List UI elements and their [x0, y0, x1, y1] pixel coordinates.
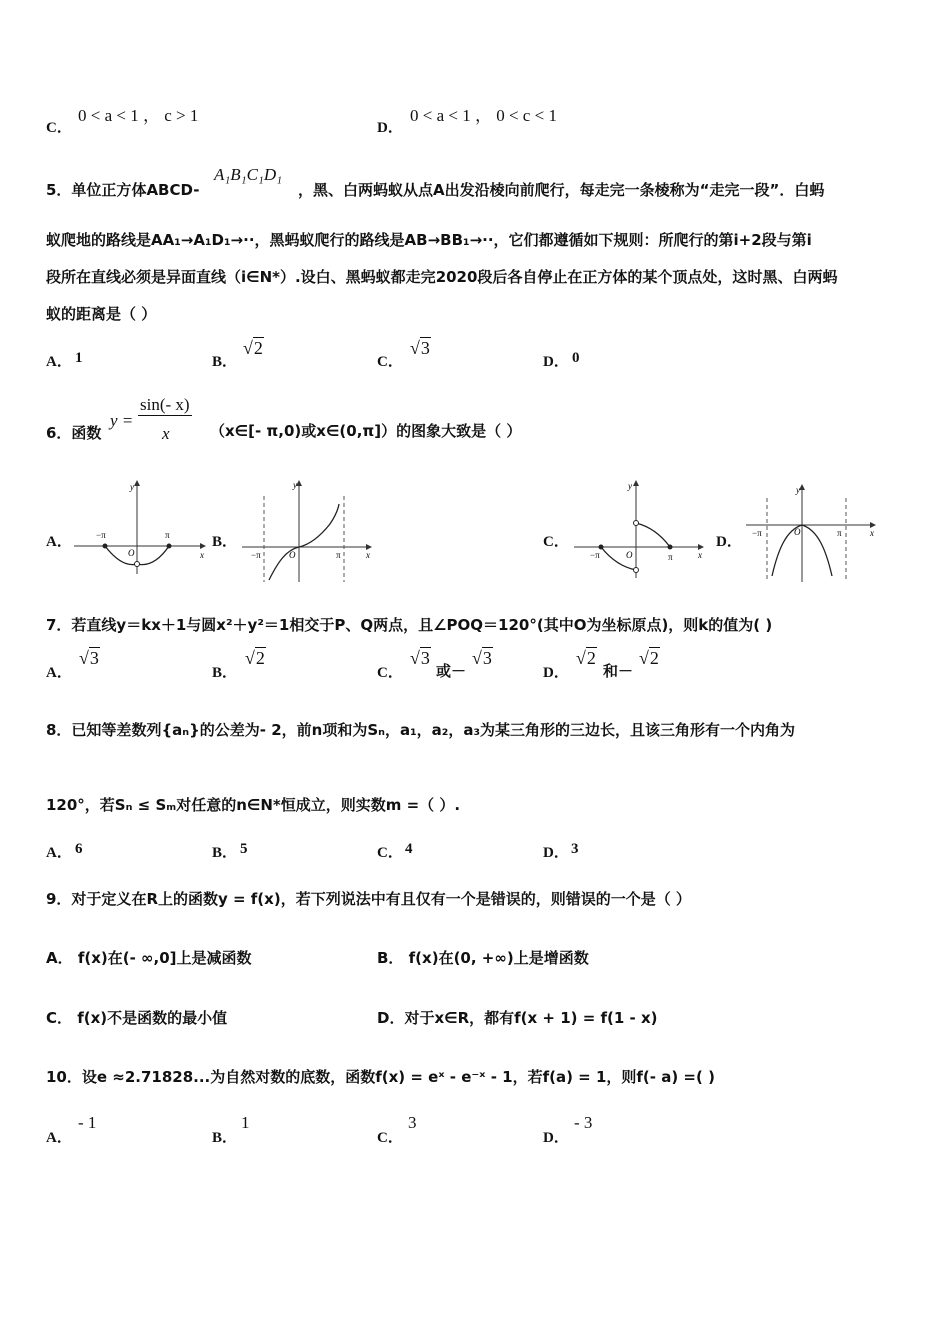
q10-option-c-label: C． — [377, 1130, 403, 1146]
q5-line-1a: 5．单位正方体ABCD- — [46, 181, 200, 199]
graph-c-x-label: x — [698, 550, 702, 560]
graph-c-neg-pi-label: −π — [590, 550, 600, 560]
graph-a-pi-label: π — [165, 530, 170, 540]
q6-prefix: 6．函数 — [46, 424, 102, 442]
graph-a-x-label: x — [200, 550, 204, 560]
q9-option-c: C． f(x)不是函数的最小值 — [46, 1009, 228, 1027]
q5-option-c-label: C． — [377, 354, 403, 370]
q8-option-d-value: 3 — [571, 841, 579, 857]
q5-option-a-value: 1 — [75, 350, 83, 366]
graph-d-origin-label: O — [794, 527, 801, 537]
q9-option-b: B． f(x)在(0, +∞)上是增函数 — [377, 949, 589, 967]
graph-b-neg-pi-label: −π — [251, 550, 261, 560]
q10-option-b-value: 1 — [241, 1113, 250, 1132]
q8-option-c-value: 4 — [405, 841, 413, 857]
q6-graph-d — [742, 480, 882, 585]
graph-c-pi-label: π — [668, 552, 673, 562]
graph-a-neg-pi-label: −π — [96, 530, 106, 540]
q5-option-b-label: B． — [212, 354, 238, 370]
q5-option-a-label: A． — [46, 354, 72, 370]
q5-cube-name: A₁B₁C₁D₁ — [214, 165, 283, 184]
q4-option-c-label: C． — [46, 120, 72, 136]
q6-graph-c — [570, 476, 710, 581]
q6-denominator: x — [162, 424, 170, 443]
q7-option-a-value: √3 — [79, 648, 99, 668]
q6-option-d-label: D． — [716, 534, 742, 550]
q5-option-c-value: √3 — [410, 338, 430, 358]
q7-option-d-value2: √2 — [639, 648, 659, 668]
q4-option-d-expr: 0 < a < 1 ， 0 < c < 1 — [410, 106, 557, 125]
q6-option-b-label: B． — [212, 534, 238, 550]
graph-d-pi-label: π — [837, 528, 842, 538]
q9-stem: 9．对于定义在R上的函数y = f(x)，若下列说法中有且仅有一个是错误的，则错误的一个是（ ） — [46, 890, 691, 908]
q8-option-b-value: 5 — [240, 841, 248, 857]
graph-b-y-label: y — [293, 480, 297, 490]
q7-option-d-join: 和－ — [603, 662, 634, 680]
q8-option-a-value: 6 — [75, 841, 83, 857]
q7-option-c-value: √3 — [410, 648, 430, 668]
q7-option-c-value2: √3 — [472, 648, 492, 668]
q7-option-b-value: √2 — [245, 648, 265, 668]
graph-a-y-label: y — [130, 482, 134, 492]
graph-d-x-label: x — [870, 528, 874, 538]
q7-option-d-value: √2 — [576, 648, 596, 668]
q10-option-c-value: 3 — [408, 1113, 417, 1132]
graph-c-y-label: y — [628, 481, 632, 491]
q5-line-4: 蚁的距离是（ ） — [46, 305, 157, 323]
q8-line-2: 120°，若Sₙ ≤ Sₘ对任意的n∈N*恒成立，则实数m =（ ）. — [46, 796, 461, 814]
q7-option-c-join: 或－ — [436, 662, 467, 680]
q10-stem: 10．设e ≈2.71828...为自然对数的底数，函数f(x) = eˣ - e⁻ˣ - 1，若f(a) = 1，则f(- a) =( ) — [46, 1068, 715, 1086]
q8-option-d-label: D． — [543, 845, 569, 861]
graph-d-neg-pi-label: −π — [752, 528, 762, 538]
q6-domain: （x∈[- π,0)或x∈(0,π]）的图象大致是（ ） — [210, 422, 522, 440]
q5-line-3: 段所在直线必须是异面直线（i∈N*）.设白、黑蚂蚁都走完2020段后各自停止在正方体的某个顶点处，这时黑、白两蚂 — [46, 268, 838, 286]
q5-option-b-value: √2 — [243, 338, 263, 358]
q6-numerator: sin(- x) — [140, 395, 190, 414]
q8-line-1: 8．已知等差数列{aₙ}的公差为- 2，前n项和为Sₙ，a₁，a₂，a₃为某三角形的三边长，且该三角形有一个内角为 — [46, 721, 796, 739]
q7-option-d-label: D． — [543, 665, 569, 681]
q7-option-b-label: B． — [212, 665, 238, 681]
graph-b-x-label: x — [366, 550, 370, 560]
q10-option-d-label: D． — [543, 1130, 569, 1146]
graph-b-origin-label: O — [289, 550, 296, 560]
q10-option-a-value: - 1 — [78, 1113, 97, 1132]
graph-c-origin-label: O — [626, 550, 633, 560]
q7-stem: 7．若直线y＝kx＋1与圆x²＋y²＝1相交于P、Q两点，且∠POQ＝120°(其中O为坐标原点)，则k的值为( ) — [46, 616, 773, 634]
q5-option-d-value: 0 — [572, 350, 580, 366]
q6-graph-b — [238, 474, 378, 584]
q10-option-d-value: - 3 — [574, 1113, 593, 1132]
q8-option-a-label: A． — [46, 845, 72, 861]
q7-option-c-label: C． — [377, 665, 403, 681]
q10-option-b-label: B． — [212, 1130, 238, 1146]
q8-option-b-label: B． — [212, 845, 238, 861]
q9-option-a: A． f(x)在(- ∞,0]上是减函数 — [46, 949, 252, 967]
q6-option-c-label: C． — [543, 534, 569, 550]
q4-option-c-expr: 0 < a < 1 ， c > 1 — [78, 106, 199, 125]
q4-option-d-label: D． — [377, 120, 403, 136]
q10-option-a-label: A． — [46, 1130, 72, 1146]
q7-option-a-label: A． — [46, 665, 72, 681]
q9-option-d: D．对于x∈R，都有f(x + 1) = f(1 - x) — [377, 1009, 658, 1027]
graph-b-pi-label: π — [336, 550, 341, 560]
graph-a-origin-label: O — [128, 548, 135, 558]
q6-y-equals: y = — [110, 411, 134, 430]
q5-line-1b: ，黑、白两蚂蚁从点A出发沿棱向前爬行，每走完一条棱称为“走完一段”．白蚂 — [298, 181, 825, 199]
q6-option-a-label: A． — [46, 534, 72, 550]
graph-d-y-label: y — [796, 485, 800, 495]
q8-option-c-label: C． — [377, 845, 403, 861]
q5-option-d-label: D． — [543, 354, 569, 370]
q6-graph-a — [72, 476, 212, 576]
q5-line-2: 蚁爬地的路线是AA₁→A₁D₁→··，黑蚂蚁爬行的路线是AB→BB₁→··，它们都遵循如下规则：所爬行的第i+2段与第i — [46, 231, 812, 249]
